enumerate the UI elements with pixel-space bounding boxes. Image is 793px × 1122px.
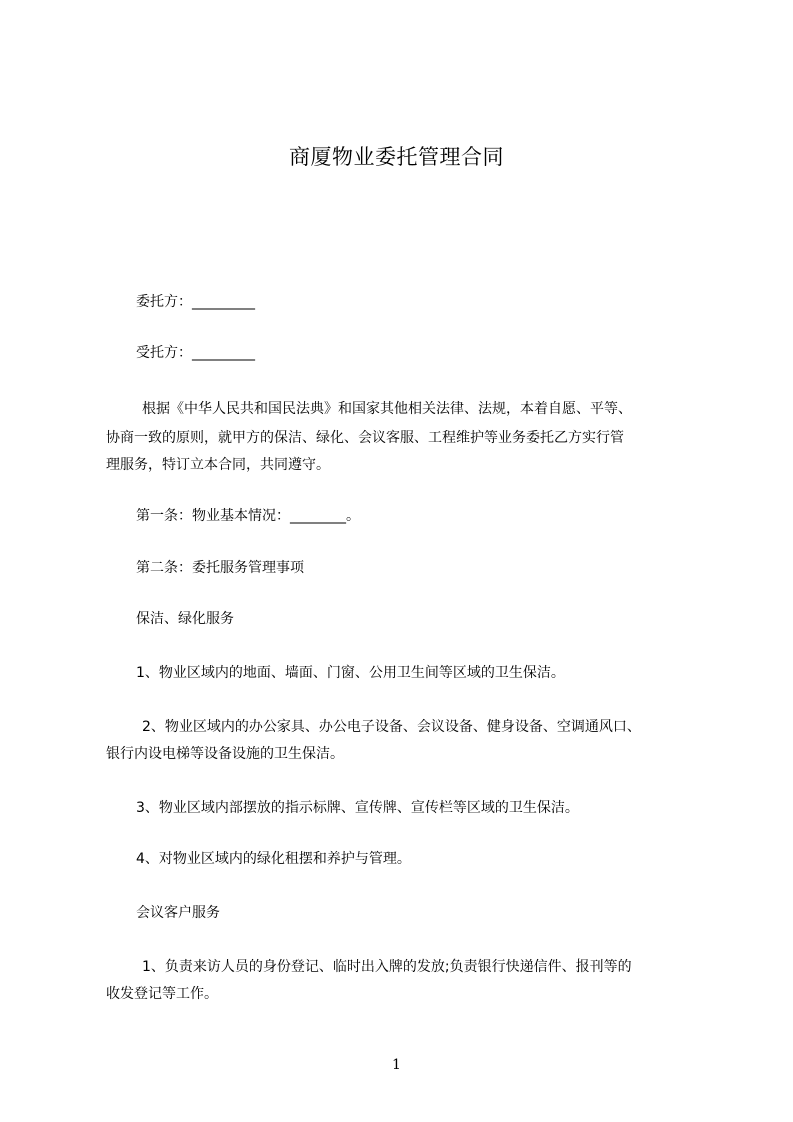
cleaning-item-4: 4、对物业区域内的绿化租摆和养护与管理。 bbox=[136, 851, 411, 867]
cleaning-item-2-line-1: 2、物业区域内的办公家具、办公电子设备、会议设备、健身设备、空调通风口、 bbox=[142, 719, 641, 735]
cleaning-item-3: 3、物业区域内部摆放的指示标牌、宣传牌、宣传栏等区域的卫生保洁。 bbox=[136, 800, 579, 816]
article-1-heading: 第一条：物业基本情况：________。 bbox=[136, 508, 360, 524]
page-number: 1 bbox=[392, 1057, 401, 1073]
meeting-item-1-line-2: 收发登记等工作。 bbox=[106, 986, 218, 1002]
section-meeting-heading: 会议客户服务 bbox=[136, 905, 220, 921]
document-title: 商厦物业委托管理合同 bbox=[289, 145, 504, 169]
cleaning-item-1: 1、物业区域内的地面、墙面、门窗、公用卫生间等区域的卫生保洁。 bbox=[136, 665, 565, 681]
article-2-heading: 第二条：委托服务管理事项 bbox=[136, 560, 304, 576]
cleaning-item-2-line-2: 银行内设电梯等设备设施的卫生保洁。 bbox=[106, 746, 344, 762]
party-a-line: 委托方：_________ bbox=[136, 294, 255, 310]
meeting-item-1-line-1: 1、负责来访人员的身份登记、临时出入牌的发放;负责银行快递信件、报刊等的 bbox=[142, 959, 632, 975]
preamble-line-2: 协商一致的原则，就甲方的保洁、绿化、会议客服、工程维护等业务委托乙方实行管 bbox=[106, 430, 624, 446]
preamble-line-1: 根据《中华人民共和国民法典》和国家其他相关法律、法规，本着自愿、平等、 bbox=[142, 401, 632, 417]
preamble-line-3: 理服务，特订立本合同，共同遵守。 bbox=[106, 457, 330, 473]
party-b-line: 受托方：_________ bbox=[136, 345, 255, 361]
section-cleaning-heading: 保洁、绿化服务 bbox=[136, 611, 234, 627]
